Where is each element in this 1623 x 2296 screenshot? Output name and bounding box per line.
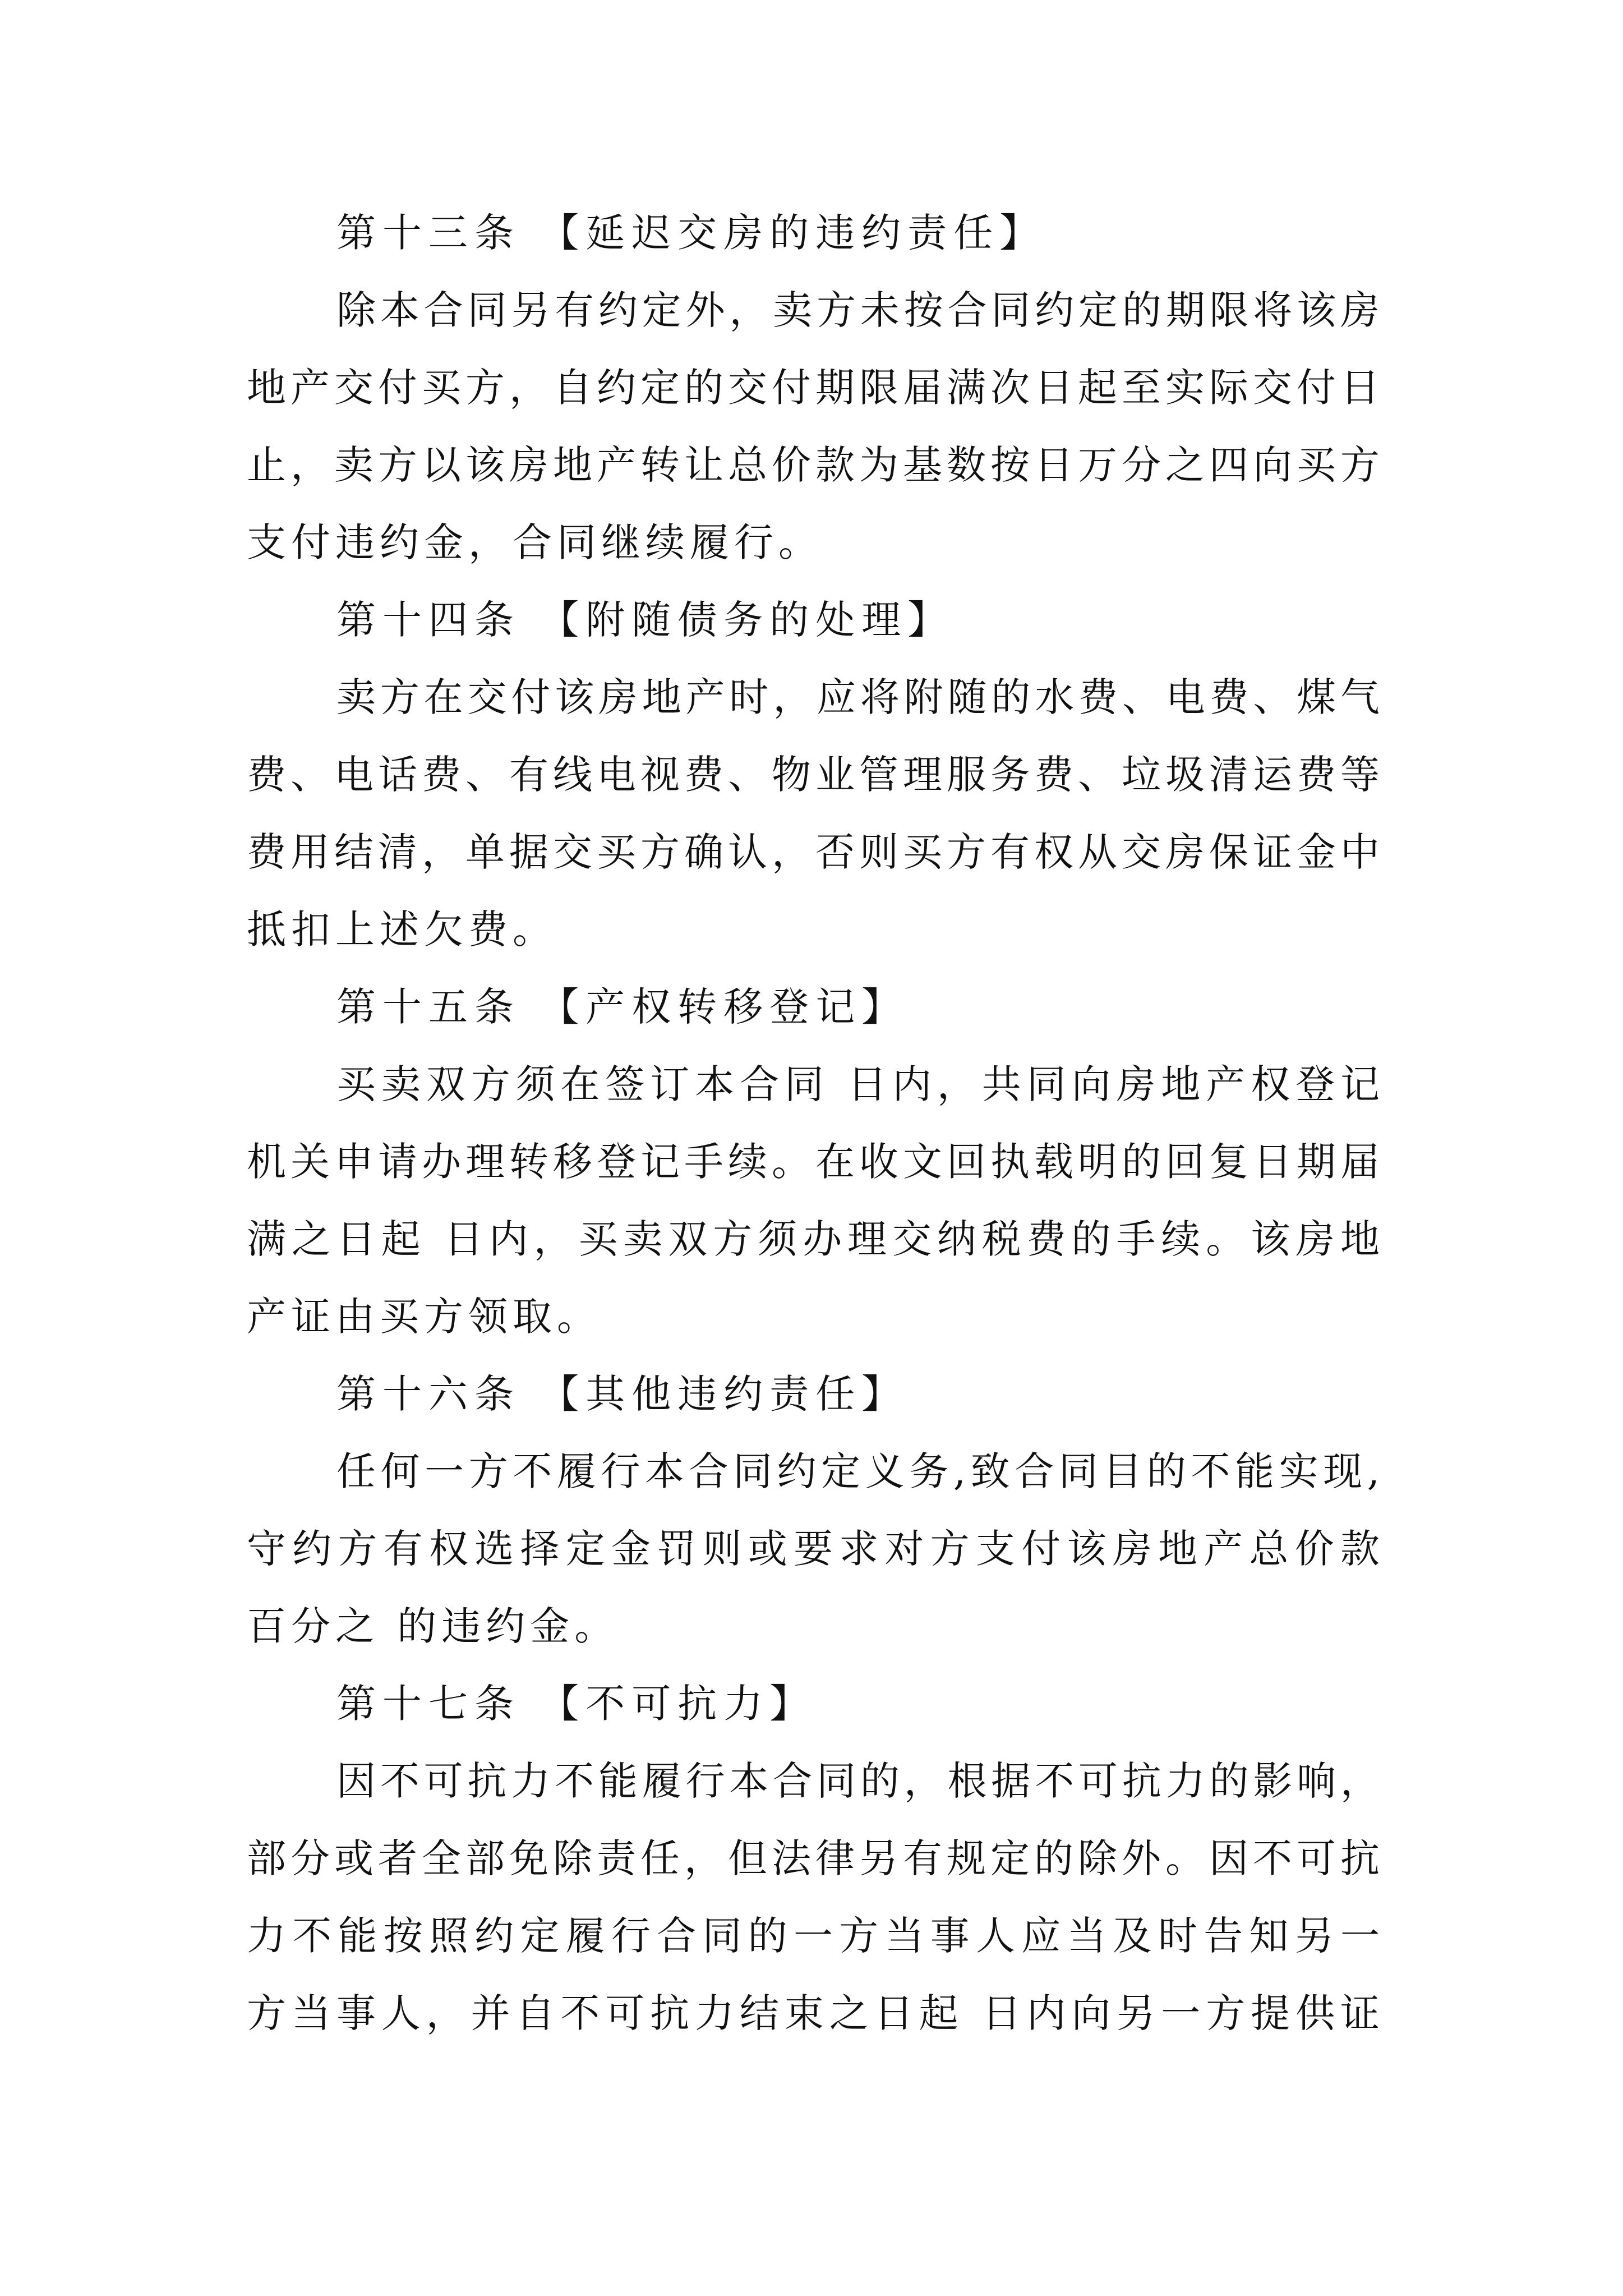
article-17-text-line: 方当事人，并自不可抗力结束之日起 日内向另一方提供证 [247,1990,1380,2036]
article-17-text-line: 力不能按照约定履行合同的一方当事人应当及时告知另一 [247,1913,1380,1959]
article-13-text-line: 止，卖方以该房地产转让总价款为基数按日万分之四向买方 [247,442,1380,488]
article-15-heading: 第十五条 【产权转移登记】 [336,984,908,1030]
article-15-text-line: 机关申请办理转移登记手续。在收文回执载明的回复日期届 [247,1139,1380,1185]
article-14-text-line: 费用结清，单据交买方确认，否则买方有权从交房保证金中 [247,829,1380,875]
article-15-text-line: 买卖双方须在签订本合同 日内，共同向房地产权登记 [336,1061,1380,1107]
article-16-text-line: 百分之 的违约金。 [247,1603,619,1649]
article-14-text-line: 费、电话费、有线电视费、物业管理服务费、垃圾清运费等 [247,752,1380,798]
article-17-heading: 第十七条 【不可抗力】 [336,1681,816,1727]
article-13-text-line: 支付违约金，合同继续履行。 [247,519,823,565]
article-14-text-line: 抵扣上述欠费。 [247,907,557,953]
article-14-text-line: 卖方在交付该房地产时，应将附随的水费、电费、煤气 [336,674,1380,720]
article-16-text-line: 守约方有权选择定金罚则或要求对方支付该房地产总价款 [247,1526,1380,1572]
article-14-heading: 第十四条 【附随债务的处理】 [336,597,954,643]
article-17-text-line: 因不可抗力不能履行本合同的，根据不可抗力的影响， [336,1758,1380,1804]
article-13-text-line: 地产交付买方，自约定的交付期限届满次日起至实际交付日 [247,365,1380,411]
article-17-text-line: 部分或者全部免除责任，但法律另有规定的除外。因不可抗 [247,1835,1380,1881]
article-13-heading: 第十三条 【延迟交房的违约责任】 [336,210,1046,256]
article-16-text-line: 任何一方不履行本合同约定义务,致合同目的不能实现, [336,1448,1380,1494]
article-16-heading: 第十六条 【其他违约责任】 [336,1371,908,1417]
article-15-text-line: 满之日起 日内，买卖双方须办理交纳税费的手续。该房地 [247,1216,1380,1262]
article-13-text-line: 除本合同另有约定外，卖方未按合同约定的期限将该房 [336,287,1380,333]
article-15-text-line: 产证由买方领取。 [247,1294,601,1340]
